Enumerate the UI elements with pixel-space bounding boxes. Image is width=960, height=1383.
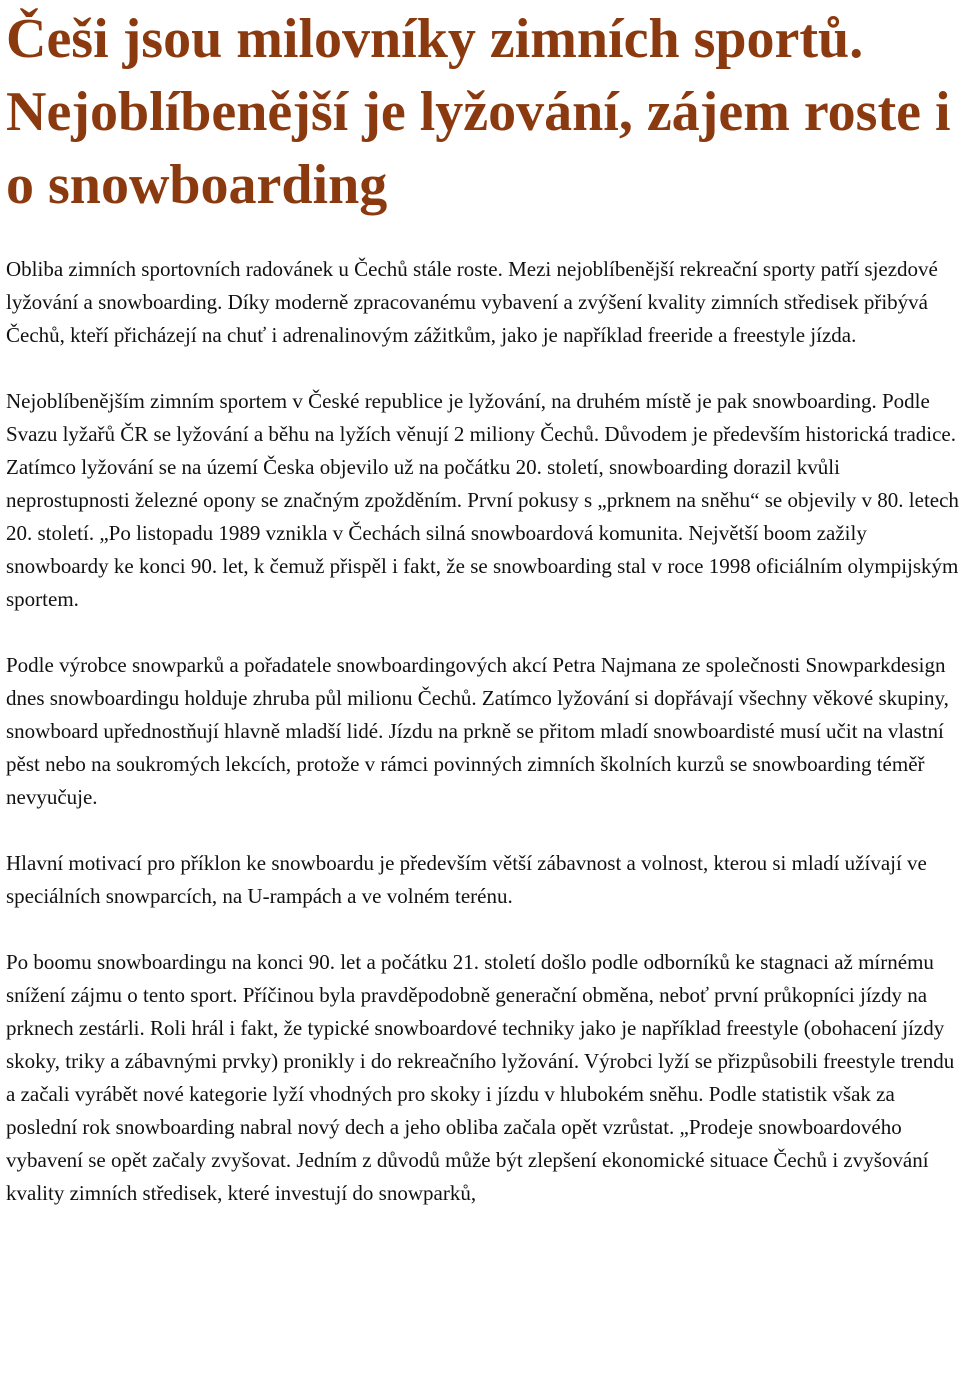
article-paragraph-2: Nejoblíbenějším zimním sportem v České republice je lyžování, na druhém místě je pak snowboarding. Podle Svazu lyžařů ČR se lyžování a běhu na lyžích věnují 2 miliony Čechů. Důvodem je především historická tradice. Zatímco lyžování se na území Česka objevilo už na počátku 20. století, snowboarding dorazil kvůli neprostupnosti železné opony se značným zpožděním. První pokusy s „prknem na sněhu“ se objevily v 80. letech 20. století. „Po listopadu 1989 vznikla v Čechách silná snowboardová komunita. Největší boom zažily snowboardy ke konci 90. let, k čemuž přispěl i fakt, že se snowboarding stal v roce 1998 oficiálním olympijským sportem. [6,389,959,611]
article-paragraph-1: Obliba zimních sportovních radovánek u Čechů stále roste. Mezi nejoblíbenější rekreační sporty patří sjezdové lyžování a snowboarding. Díky moderně zpracovanému vybavení a zvýšení kvality zimních středisek přibývá Čechů, kteří přicházejí na chuť i adrenalinovým zážitkům, jako je například freeride a freestyle jízda. [6,257,938,347]
article-paragraph-3: Podle výrobce snowparků a pořadatele snowboardingových akcí Petra Najmana ze společnosti Snowparkdesign dnes snowboardingu holduje zhruba půl milionu Čechů. Zatímco lyžování si dopřávají všechny věkové skupiny, snowboard upřednostňují hlavně mladší lidé. Jízdu na prkně se přitom mladí snowboardisté musí učit na vlastní pěst nebo na soukromých lekcích, protože v rámci povinných zimních školních kurzů se snowboarding téměř nevyučuje. [6,653,949,809]
article-paragraph-5: Po boomu snowboardingu na konci 90. let a počátku 21. století došlo podle odborníků ke stagnaci až mírnému snížení zájmu o tento sport. Příčinou byla pravděpodobně generační obměna, neboť první průkopníci jízdy na prknech zestárli. Roli hrál i fakt, že typické snowboardové techniky jako je například freestyle (obohacení jízdy skoky, triky a zábavnými prvky) pronikly i do rekreačního lyžování. Výrobci lyží se přizpůsobili freestyle trendu a začali vyrábět nové kategorie lyží vhodných pro skoky i jízdu v hlubokém sněhu. Podle statistik však za poslední rok snowboarding nabral nový dech a jeho obliba začala opět vzrůstat. „Prodeje snowboardového vybavení se opět začaly zvyšovat. Jedním z důvodů může být zlepšení ekonomické situace Čechů i zvyšování kvality zimních středisek, které investují do snowparků, [6,950,955,1205]
article-title: Češi jsou milovníky zimních sportů. Nejoblíbenější je lyžování, zájem roste i o snowboarding [6,8,951,216]
document-page [6,0,960,1210]
article-paragraph-4: Hlavní motivací pro příklon ke snowboardu je především větší zábavnost a volnost, kterou si mladí užívají ve speciálních snowparcích, na U-rampách a ve volném terénu. [6,851,927,908]
